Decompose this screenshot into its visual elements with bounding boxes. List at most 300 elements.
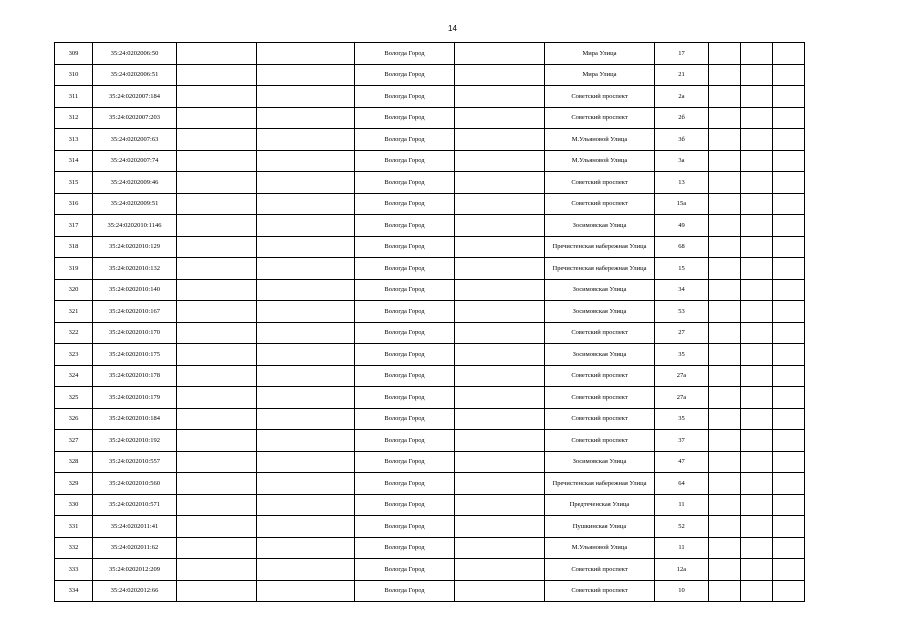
cell-empty — [709, 408, 741, 430]
cell-empty — [455, 236, 545, 258]
cell-empty — [741, 322, 773, 344]
cell-empty — [455, 172, 545, 194]
cell-empty — [257, 408, 355, 430]
table-row — [55, 86, 805, 108]
cell-empty — [455, 193, 545, 215]
cell-street: Зосимовская Улица — [545, 451, 655, 473]
cell-house-number: 21 — [655, 64, 709, 86]
cell-empty — [741, 516, 773, 538]
cell-street: Пречистенская набережная Улица — [545, 473, 655, 495]
cell-street: Предтеченская Улица — [545, 494, 655, 516]
cell-cadastral: 35:24:0202010:132 — [93, 258, 177, 280]
cell-empty — [741, 494, 773, 516]
cell-cadastral: 35:24:0202011:41 — [93, 516, 177, 538]
cell-empty — [709, 150, 741, 172]
cell-city: Вологда Город — [355, 129, 455, 151]
cell-empty — [773, 43, 805, 65]
cell-city: Вологда Город — [355, 430, 455, 452]
cell-empty — [257, 43, 355, 65]
cell-street: Зосимовская Улица — [545, 215, 655, 237]
cell-empty — [257, 430, 355, 452]
cell-house-number: 49 — [655, 215, 709, 237]
cell-empty — [741, 580, 773, 602]
table-row — [55, 473, 805, 495]
table-row — [55, 322, 805, 344]
table-row — [55, 64, 805, 86]
cell-house-number: 35 — [655, 408, 709, 430]
cell-cadastral: 35:24:0202012:209 — [93, 559, 177, 581]
cell-cadastral: 35:24:0202010:175 — [93, 344, 177, 366]
cell-cadastral: 35:24:0202007:63 — [93, 129, 177, 151]
cell-empty — [455, 516, 545, 538]
cell-street: Зосимовская Улица — [545, 344, 655, 366]
table-row — [55, 580, 805, 602]
cell-city: Вологда Город — [355, 494, 455, 516]
cell-empty — [257, 107, 355, 129]
cell-city: Вологда Город — [355, 580, 455, 602]
cell-empty — [177, 172, 257, 194]
cell-empty — [257, 473, 355, 495]
cell-empty — [773, 451, 805, 473]
cell-empty — [741, 236, 773, 258]
cell-house-number: 64 — [655, 473, 709, 495]
cell-empty — [177, 279, 257, 301]
cell-empty — [709, 494, 741, 516]
registry-table — [54, 42, 805, 602]
cell-empty — [773, 215, 805, 237]
cell-cadastral: 35:24:0202007:74 — [93, 150, 177, 172]
cell-empty — [455, 430, 545, 452]
cell-house-number: 68 — [655, 236, 709, 258]
cell-cadastral: 35:24:0202010:184 — [93, 408, 177, 430]
cell-empty — [177, 494, 257, 516]
cell-empty — [177, 150, 257, 172]
cell-city: Вологда Город — [355, 86, 455, 108]
cell-row-number: 333 — [55, 559, 93, 581]
cell-row-number: 317 — [55, 215, 93, 237]
cell-empty — [455, 150, 545, 172]
cell-empty — [709, 86, 741, 108]
cell-empty — [741, 193, 773, 215]
cell-house-number: 37 — [655, 430, 709, 452]
cell-empty — [177, 516, 257, 538]
table-row — [55, 258, 805, 280]
cell-empty — [773, 516, 805, 538]
cell-row-number: 310 — [55, 64, 93, 86]
table-row — [55, 172, 805, 194]
cell-empty — [773, 193, 805, 215]
cell-empty — [257, 344, 355, 366]
cell-empty — [709, 580, 741, 602]
cell-empty — [773, 344, 805, 366]
cell-street: Зосимовская Улица — [545, 279, 655, 301]
table-row — [55, 537, 805, 559]
cell-city: Вологда Город — [355, 451, 455, 473]
cell-empty — [773, 365, 805, 387]
cell-empty — [773, 86, 805, 108]
cell-empty — [257, 516, 355, 538]
cell-empty — [741, 215, 773, 237]
cell-empty — [773, 301, 805, 323]
cell-empty — [709, 64, 741, 86]
cell-empty — [177, 408, 257, 430]
table-row — [55, 494, 805, 516]
cell-empty — [773, 387, 805, 409]
cell-row-number: 315 — [55, 172, 93, 194]
cell-empty — [773, 236, 805, 258]
cell-empty — [177, 107, 257, 129]
cell-empty — [177, 258, 257, 280]
page-number: 14 — [448, 24, 457, 33]
cell-empty — [177, 215, 257, 237]
cell-empty — [455, 537, 545, 559]
cell-empty — [773, 107, 805, 129]
table-row — [55, 344, 805, 366]
cell-cadastral: 35:24:0202010:167 — [93, 301, 177, 323]
cell-house-number: 2б — [655, 107, 709, 129]
cell-empty — [741, 150, 773, 172]
cell-house-number: 34 — [655, 279, 709, 301]
table-row — [55, 516, 805, 538]
cell-empty — [741, 408, 773, 430]
cell-empty — [709, 279, 741, 301]
table-row — [55, 236, 805, 258]
cell-empty — [709, 43, 741, 65]
cell-house-number: 15а — [655, 193, 709, 215]
cell-row-number: 314 — [55, 150, 93, 172]
cell-empty — [177, 344, 257, 366]
cell-empty — [773, 279, 805, 301]
cell-house-number: 3а — [655, 150, 709, 172]
cell-empty — [709, 473, 741, 495]
cell-cadastral: 35:24:0202010:560 — [93, 473, 177, 495]
table-row — [55, 451, 805, 473]
cell-city: Вологда Город — [355, 193, 455, 215]
cell-empty — [773, 258, 805, 280]
cell-house-number: 35 — [655, 344, 709, 366]
cell-empty — [455, 279, 545, 301]
cell-empty — [257, 150, 355, 172]
cell-house-number: 27 — [655, 322, 709, 344]
cell-row-number: 330 — [55, 494, 93, 516]
cell-row-number: 322 — [55, 322, 93, 344]
cell-empty — [741, 172, 773, 194]
cell-cadastral: 35:24:0202012:66 — [93, 580, 177, 602]
cell-street: Зосимовская Улица — [545, 301, 655, 323]
cell-empty — [257, 322, 355, 344]
cell-empty — [709, 322, 741, 344]
cell-street: Пречистенская набережная Улица — [545, 258, 655, 280]
cell-empty — [741, 430, 773, 452]
cell-row-number: 329 — [55, 473, 93, 495]
table-row — [55, 430, 805, 452]
cell-row-number: 320 — [55, 279, 93, 301]
cell-empty — [741, 129, 773, 151]
cell-empty — [257, 580, 355, 602]
cell-street: Советский проспект — [545, 559, 655, 581]
cell-empty — [177, 365, 257, 387]
cell-cadastral: 35:24:0202010:178 — [93, 365, 177, 387]
cell-empty — [455, 473, 545, 495]
cell-empty — [773, 580, 805, 602]
cell-empty — [455, 344, 545, 366]
cell-city: Вологда Город — [355, 236, 455, 258]
cell-city: Вологда Город — [355, 387, 455, 409]
cell-house-number: 15 — [655, 258, 709, 280]
cell-empty — [741, 559, 773, 581]
cell-empty — [773, 430, 805, 452]
cell-cadastral: 35:24:0202009:51 — [93, 193, 177, 215]
cell-empty — [741, 473, 773, 495]
cell-empty — [177, 129, 257, 151]
cell-empty — [709, 344, 741, 366]
cell-street: М.Ульяновой Улица — [545, 150, 655, 172]
cell-city: Вологда Город — [355, 516, 455, 538]
cell-empty — [177, 236, 257, 258]
cell-street: Советский проспект — [545, 322, 655, 344]
cell-empty — [177, 193, 257, 215]
cell-cadastral: 35:24:0202009:46 — [93, 172, 177, 194]
cell-empty — [257, 64, 355, 86]
cell-empty — [741, 387, 773, 409]
cell-empty — [455, 365, 545, 387]
cell-row-number: 321 — [55, 301, 93, 323]
cell-empty — [709, 193, 741, 215]
cell-empty — [741, 537, 773, 559]
cell-row-number: 324 — [55, 365, 93, 387]
cell-empty — [709, 387, 741, 409]
cell-empty — [177, 430, 257, 452]
cell-city: Вологда Город — [355, 279, 455, 301]
cell-city: Вологда Город — [355, 559, 455, 581]
cell-cadastral: 35:24:0202010:129 — [93, 236, 177, 258]
cell-empty — [773, 559, 805, 581]
cell-street: Мира Улица — [545, 43, 655, 65]
cell-house-number: 12а — [655, 559, 709, 581]
cell-empty — [709, 236, 741, 258]
cell-city: Вологда Город — [355, 408, 455, 430]
cell-cadastral: 35:24:0202010:1146 — [93, 215, 177, 237]
cell-empty — [773, 150, 805, 172]
cell-cadastral: 35:24:0202010:192 — [93, 430, 177, 452]
cell-street: Мира Улица — [545, 64, 655, 86]
cell-city: Вологда Город — [355, 301, 455, 323]
cell-house-number: 27а — [655, 387, 709, 409]
cell-empty — [177, 473, 257, 495]
cell-cadastral: 35:24:0202007:184 — [93, 86, 177, 108]
cell-cadastral: 35:24:0202010:170 — [93, 322, 177, 344]
cell-empty — [455, 451, 545, 473]
cell-city: Вологда Город — [355, 258, 455, 280]
registry-table-body — [55, 43, 805, 602]
cell-cadastral: 35:24:0202010:140 — [93, 279, 177, 301]
cell-street: Советский проспект — [545, 172, 655, 194]
cell-empty — [177, 301, 257, 323]
cell-empty — [257, 129, 355, 151]
cell-empty — [741, 344, 773, 366]
cell-empty — [177, 451, 257, 473]
table-row — [55, 301, 805, 323]
cell-street: М.Ульяновой Улица — [545, 129, 655, 151]
cell-street: Советский проспект — [545, 580, 655, 602]
table-row — [55, 43, 805, 65]
cell-empty — [773, 64, 805, 86]
cell-empty — [177, 86, 257, 108]
cell-empty — [741, 43, 773, 65]
cell-empty — [773, 129, 805, 151]
cell-city: Вологда Город — [355, 322, 455, 344]
cell-empty — [709, 301, 741, 323]
cell-empty — [741, 301, 773, 323]
cell-cadastral: 35:24:0202010:571 — [93, 494, 177, 516]
cell-row-number: 332 — [55, 537, 93, 559]
cell-empty — [709, 107, 741, 129]
cell-cadastral: 35:24:0202006:51 — [93, 64, 177, 86]
cell-row-number: 334 — [55, 580, 93, 602]
cell-city: Вологда Город — [355, 172, 455, 194]
cell-row-number: 312 — [55, 107, 93, 129]
cell-street: Советский проспект — [545, 387, 655, 409]
cell-empty — [455, 301, 545, 323]
cell-house-number: 52 — [655, 516, 709, 538]
cell-row-number: 319 — [55, 258, 93, 280]
cell-empty — [257, 86, 355, 108]
cell-city: Вологда Город — [355, 473, 455, 495]
table-row — [55, 365, 805, 387]
cell-empty — [257, 193, 355, 215]
table-row — [55, 559, 805, 581]
cell-empty — [177, 64, 257, 86]
cell-empty — [177, 537, 257, 559]
cell-empty — [455, 258, 545, 280]
cell-empty — [455, 322, 545, 344]
cell-empty — [177, 322, 257, 344]
cell-row-number: 313 — [55, 129, 93, 151]
cell-row-number: 323 — [55, 344, 93, 366]
cell-row-number: 328 — [55, 451, 93, 473]
cell-row-number: 325 — [55, 387, 93, 409]
cell-empty — [455, 129, 545, 151]
cell-empty — [257, 559, 355, 581]
cell-row-number: 327 — [55, 430, 93, 452]
cell-street: Пречистенская набережная Улица — [545, 236, 655, 258]
table-row — [55, 215, 805, 237]
table-row — [55, 150, 805, 172]
table-row — [55, 408, 805, 430]
table-row — [55, 193, 805, 215]
cell-city: Вологда Город — [355, 344, 455, 366]
cell-empty — [257, 537, 355, 559]
cell-row-number: 331 — [55, 516, 93, 538]
cell-empty — [709, 258, 741, 280]
cell-empty — [257, 301, 355, 323]
cell-cadastral: 35:24:0202010:557 — [93, 451, 177, 473]
cell-empty — [741, 258, 773, 280]
cell-empty — [455, 64, 545, 86]
cell-empty — [257, 236, 355, 258]
cell-empty — [773, 322, 805, 344]
cell-city: Вологда Город — [355, 215, 455, 237]
cell-house-number: 13 — [655, 172, 709, 194]
cell-empty — [257, 494, 355, 516]
cell-row-number: 316 — [55, 193, 93, 215]
cell-street: Пушкинская Улица — [545, 516, 655, 538]
cell-row-number: 318 — [55, 236, 93, 258]
cell-empty — [177, 387, 257, 409]
cell-empty — [773, 408, 805, 430]
cell-street: Советский проспект — [545, 408, 655, 430]
cell-house-number: 11 — [655, 494, 709, 516]
cell-row-number: 311 — [55, 86, 93, 108]
cell-empty — [773, 494, 805, 516]
table-row — [55, 129, 805, 151]
cell-empty — [709, 129, 741, 151]
cell-empty — [741, 86, 773, 108]
table-row — [55, 107, 805, 129]
cell-empty — [709, 516, 741, 538]
cell-empty — [455, 559, 545, 581]
cell-empty — [455, 86, 545, 108]
cell-empty — [709, 215, 741, 237]
cell-cadastral: 35:24:0202007:203 — [93, 107, 177, 129]
cell-house-number: 53 — [655, 301, 709, 323]
cell-city: Вологда Город — [355, 64, 455, 86]
cell-empty — [455, 580, 545, 602]
cell-empty — [455, 107, 545, 129]
cell-empty — [773, 537, 805, 559]
cell-empty — [257, 387, 355, 409]
cell-street: М.Ульяновой Улица — [545, 537, 655, 559]
cell-cadastral: 35:24:0202006:50 — [93, 43, 177, 65]
cell-empty — [709, 559, 741, 581]
cell-empty — [455, 494, 545, 516]
cell-empty — [741, 107, 773, 129]
cell-street: Советский проспект — [545, 365, 655, 387]
cell-empty — [257, 215, 355, 237]
cell-empty — [177, 43, 257, 65]
cell-street: Советский проспект — [545, 86, 655, 108]
table-row — [55, 279, 805, 301]
cell-empty — [709, 172, 741, 194]
cell-empty — [773, 473, 805, 495]
cell-empty — [257, 451, 355, 473]
cell-house-number: 2а — [655, 86, 709, 108]
table-row — [55, 387, 805, 409]
cell-empty — [257, 258, 355, 280]
cell-empty — [709, 451, 741, 473]
cell-empty — [177, 580, 257, 602]
cell-empty — [709, 537, 741, 559]
cell-empty — [455, 387, 545, 409]
cell-cadastral: 35:24:0202011:62 — [93, 537, 177, 559]
cell-empty — [741, 365, 773, 387]
cell-city: Вологда Город — [355, 150, 455, 172]
cell-row-number: 326 — [55, 408, 93, 430]
cell-cadastral: 35:24:0202010:179 — [93, 387, 177, 409]
cell-city: Вологда Город — [355, 365, 455, 387]
cell-row-number: 309 — [55, 43, 93, 65]
cell-empty — [741, 279, 773, 301]
cell-empty — [455, 43, 545, 65]
cell-empty — [741, 64, 773, 86]
cell-house-number: 10 — [655, 580, 709, 602]
cell-city: Вологда Город — [355, 107, 455, 129]
cell-empty — [773, 172, 805, 194]
cell-house-number: 27а — [655, 365, 709, 387]
cell-empty — [455, 408, 545, 430]
cell-empty — [257, 279, 355, 301]
cell-empty — [709, 365, 741, 387]
